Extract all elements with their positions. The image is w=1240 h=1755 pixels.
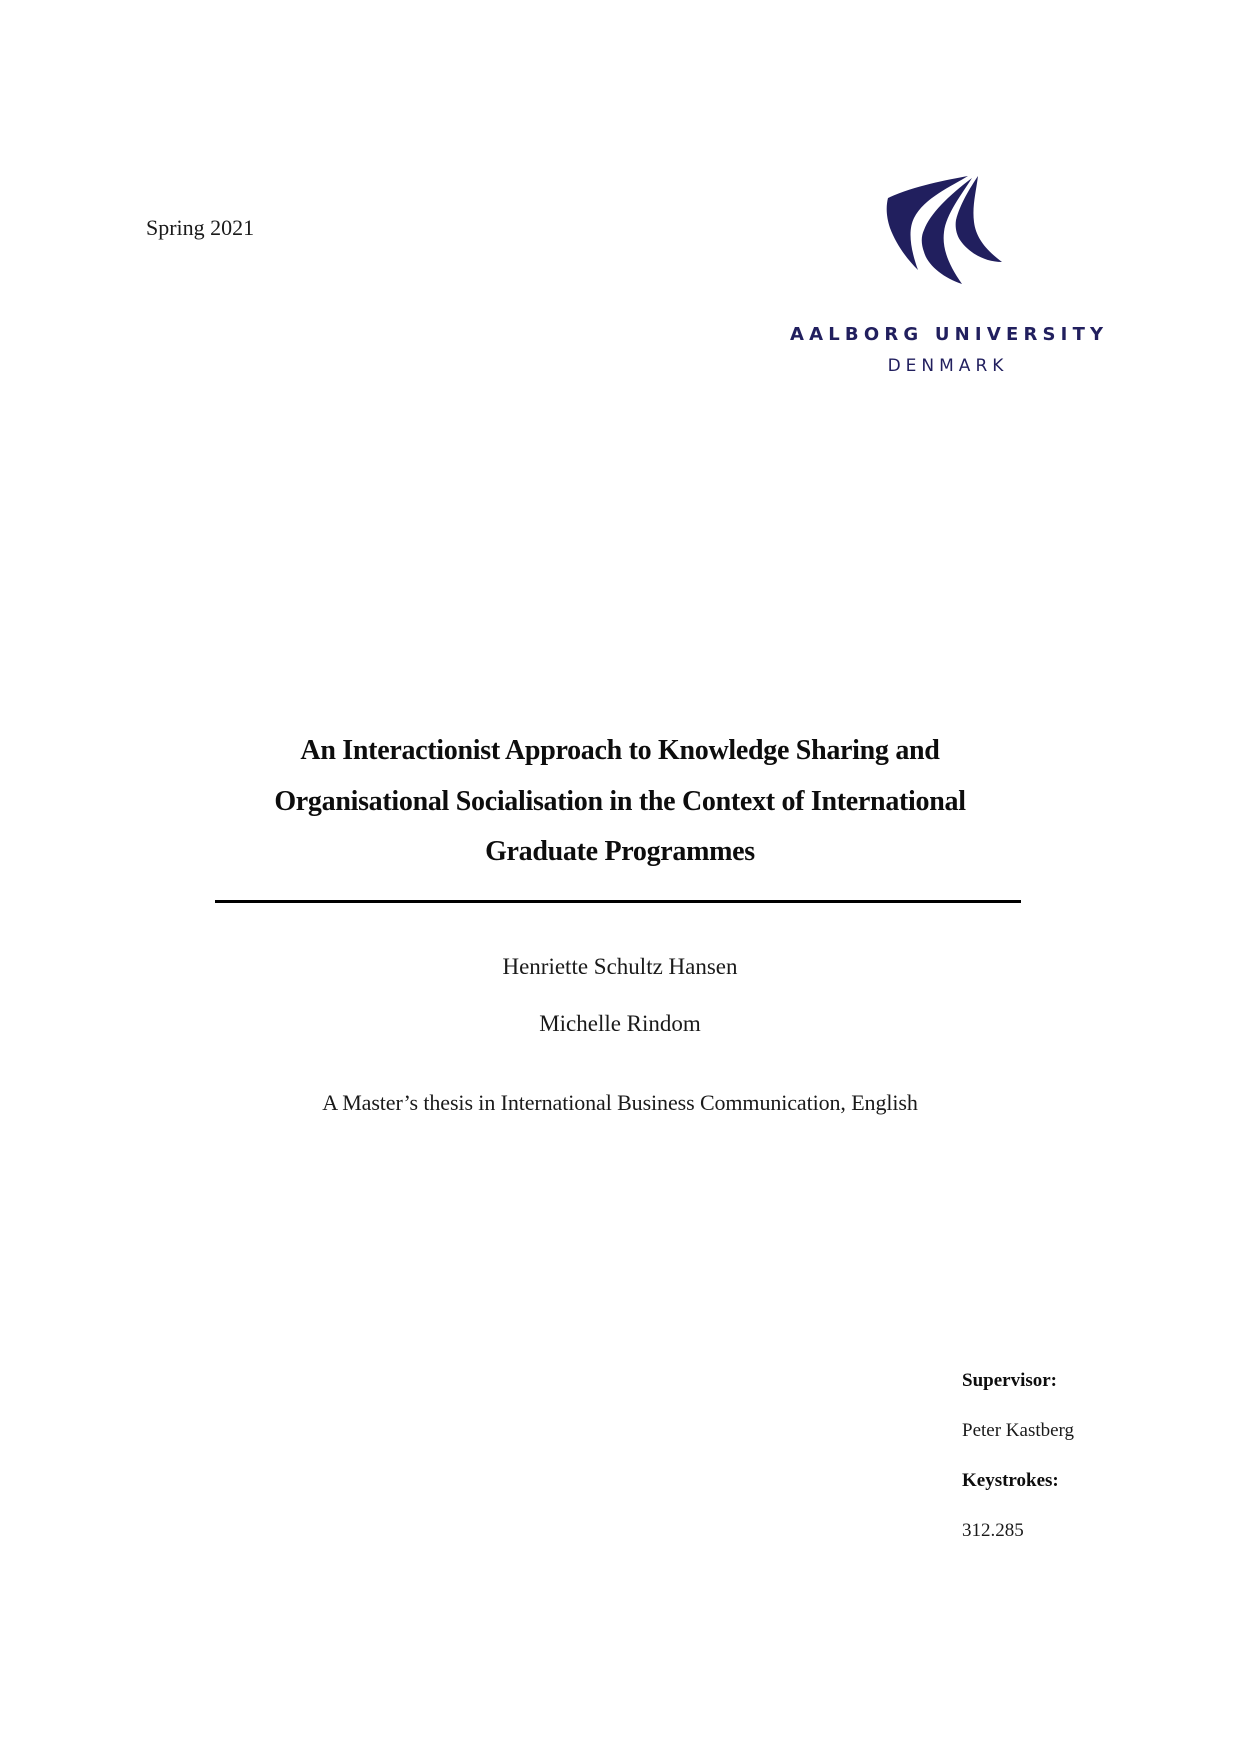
thesis-title bbox=[0, 726, 1240, 878]
supervisor-label: Supervisor: bbox=[962, 1370, 1057, 1391]
university-country: DENMARK bbox=[887, 356, 1009, 376]
supervisor-name: Peter Kastberg bbox=[962, 1420, 1075, 1441]
thesis-title-line-3: Graduate Programmes bbox=[485, 836, 755, 867]
keystrokes-value: 312.285 bbox=[962, 1520, 1024, 1541]
aalborg-university-logo-icon bbox=[884, 174, 1004, 286]
semester-label: Spring 2021 bbox=[146, 215, 255, 240]
author-name: Michelle Rindom bbox=[539, 1011, 701, 1036]
title-divider bbox=[215, 900, 1021, 903]
university-name: AALBORG UNIVERSITY bbox=[790, 324, 1109, 345]
keystrokes-label: Keystrokes: bbox=[962, 1470, 1059, 1491]
author-list bbox=[0, 938, 1240, 1052]
thesis-meta-block bbox=[962, 1356, 1074, 1556]
degree-description: A Master’s thesis in International Business Communication, English bbox=[322, 1090, 918, 1115]
author-name: Henriette Schultz Hansen bbox=[502, 954, 738, 979]
thesis-title-line-2: Organisational Socialisation in the Context of International bbox=[274, 785, 966, 817]
thesis-title-line-1: An Interactionist Approach to Knowledge Sharing and bbox=[300, 735, 940, 766]
